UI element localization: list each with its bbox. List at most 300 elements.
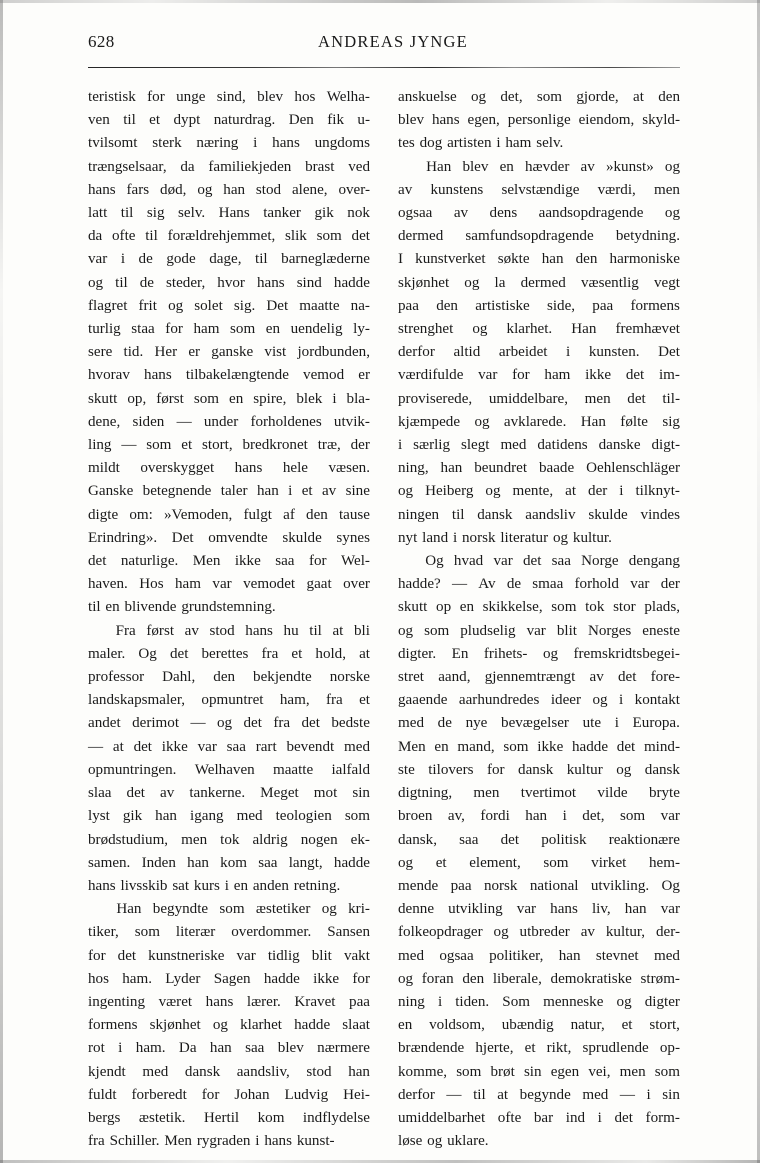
word: dansk (477, 506, 513, 523)
word: i (224, 877, 229, 894)
word: de (139, 274, 154, 291)
word: over (343, 576, 370, 593)
word: hadde (572, 738, 609, 755)
word: bedste (331, 715, 370, 732)
word: det (522, 553, 542, 570)
word: gik (122, 808, 143, 825)
word: tilbakelængtende (185, 367, 289, 384)
word: det (500, 831, 520, 848)
word: dansk, (398, 831, 437, 848)
word: tes (398, 135, 415, 152)
word: til- (662, 390, 680, 407)
text-line (398, 248, 680, 271)
text-line (88, 132, 370, 155)
word: ikke (313, 970, 340, 987)
text-line (398, 759, 680, 782)
word: et (359, 692, 370, 709)
word: indflydelse (302, 1109, 370, 1126)
word: sig (146, 205, 165, 222)
word: baade (538, 460, 575, 477)
text-line (88, 782, 370, 805)
word: ogsaa (398, 205, 433, 222)
word: med (582, 1086, 609, 1103)
word: pludselig (460, 622, 516, 639)
word: rart (255, 738, 277, 755)
word: som (219, 901, 245, 918)
word: forberedt (131, 1086, 187, 1103)
text-line (398, 596, 680, 619)
word: aandsliv, (236, 1063, 290, 1080)
text-line (398, 666, 680, 689)
word: Schiller. (109, 1133, 160, 1150)
word: at (565, 483, 577, 500)
word: en (499, 158, 514, 175)
word: dypt (173, 112, 201, 129)
word: plads, (644, 599, 680, 616)
word: strøm- (640, 970, 680, 987)
word: jordbunden, (297, 344, 370, 361)
word: Og (425, 553, 444, 570)
word: bredkronet (242, 437, 308, 454)
word: kultur, (605, 924, 646, 941)
word: i (332, 390, 337, 407)
word: Da (178, 1040, 197, 1057)
text-line (88, 388, 370, 411)
text-line (398, 1107, 680, 1130)
word: sin (352, 785, 370, 802)
word: men (619, 1063, 646, 1080)
word: sat (172, 877, 190, 894)
text-line (398, 736, 680, 759)
paragraph-indent (88, 898, 105, 921)
word: skjønhet (149, 1017, 201, 1034)
word: naturdrag. (213, 112, 276, 129)
word: og (616, 761, 632, 778)
word: æstetik. (138, 1109, 186, 1126)
word: været (158, 993, 193, 1010)
word: han (624, 901, 647, 918)
word: maatte (272, 761, 314, 778)
word: som (619, 808, 646, 825)
word: — (176, 413, 192, 430)
text-line (88, 1130, 370, 1153)
word: saa (459, 831, 479, 848)
text-line (398, 991, 680, 1014)
word: Men (164, 1133, 192, 1150)
word: Europa. (632, 715, 680, 732)
word: dansk (644, 761, 680, 778)
word: skutt (398, 599, 428, 616)
word: mente, (512, 483, 554, 500)
text-line (88, 504, 370, 527)
word: var (197, 738, 217, 755)
text-line (398, 689, 680, 712)
word: En (451, 645, 469, 662)
word: reaktionære (608, 831, 680, 848)
word: natur, (570, 1017, 605, 1034)
word: bevendt (286, 738, 335, 755)
word: stevnet (595, 947, 639, 964)
word: vist (264, 344, 287, 361)
word: gjorde, (576, 89, 619, 105)
word: slegt (460, 437, 490, 454)
word: det (133, 738, 153, 755)
word: og (398, 483, 414, 500)
word: aandsopdragende (538, 205, 644, 222)
word: og (616, 993, 632, 1010)
word: foran (421, 970, 454, 987)
word: hans (205, 993, 234, 1010)
word: ikke (234, 553, 261, 570)
word: turlig (88, 321, 121, 338)
paragraph (398, 156, 680, 550)
word: Hei- (343, 1086, 370, 1103)
paragraph-indent (398, 156, 415, 179)
word: dage, (209, 251, 242, 268)
word: begyndte (152, 901, 209, 918)
paragraph (398, 550, 680, 1153)
word: ideer (550, 692, 581, 709)
word: — (619, 1086, 635, 1103)
word: opmuntringen. (88, 761, 177, 778)
word: vegt (654, 274, 680, 291)
word: en (265, 321, 281, 338)
word: aldrig (252, 831, 288, 848)
word: skyld- (642, 112, 680, 129)
word: beundret (474, 460, 528, 477)
text-line (398, 156, 680, 179)
text-line (88, 852, 370, 875)
word: Og (138, 645, 157, 662)
word: og (398, 622, 414, 639)
word: Av (478, 576, 496, 593)
word: datidens (537, 437, 588, 454)
word: med (653, 947, 680, 964)
word: denne (398, 901, 435, 918)
word: i (566, 344, 571, 361)
word: opmuntret (201, 692, 264, 709)
word: han (155, 808, 177, 825)
word: bekjendte (253, 669, 312, 686)
word: form- (645, 1109, 680, 1126)
word: for (486, 761, 505, 778)
word: med (500, 437, 527, 454)
word: land (422, 529, 449, 546)
word: og (464, 274, 480, 291)
word: hele (282, 460, 308, 477)
word: »kunst» (605, 158, 654, 175)
word: utbreder (519, 924, 570, 941)
text-line (88, 573, 370, 596)
text-line (88, 921, 370, 944)
text-line (88, 736, 370, 759)
word: var (660, 808, 680, 825)
word: som (134, 924, 160, 941)
word: særlig (413, 437, 451, 454)
word: hadde (294, 1017, 331, 1034)
word: men (181, 831, 208, 848)
text-line (398, 411, 680, 434)
word: hadde (263, 970, 300, 987)
word: hu (283, 622, 299, 639)
word: begynde (519, 1086, 571, 1103)
word: Det (266, 297, 289, 314)
word: at (359, 645, 370, 662)
word: at (112, 738, 124, 755)
word: av (160, 785, 175, 802)
word: den (658, 89, 680, 105)
word: norsk (483, 877, 518, 894)
text-line (88, 527, 370, 550)
word: rikt, (546, 1040, 572, 1057)
word: ningen (398, 506, 440, 523)
word: et (524, 1040, 536, 1057)
word: ly- (353, 321, 370, 338)
word: stret (398, 669, 424, 686)
word: betydning. (615, 228, 680, 245)
word: tiker, (88, 924, 119, 941)
word: overdommer. (231, 924, 312, 941)
word: af (283, 506, 295, 523)
text-line (398, 132, 680, 155)
word: av (453, 205, 469, 222)
word: ganske (211, 344, 254, 361)
word: var (88, 251, 108, 268)
text-line (398, 1061, 680, 1084)
word: igang (190, 808, 224, 825)
word: ven (88, 112, 110, 129)
word: i (614, 715, 619, 732)
word: en (398, 1017, 413, 1034)
word: gjennemtrængt (484, 669, 576, 686)
word: han (558, 947, 581, 964)
word: vilde (597, 785, 628, 802)
word: professor (88, 669, 145, 686)
word: strenghet (398, 321, 454, 338)
word: kom (257, 1109, 285, 1126)
text-line (398, 643, 680, 666)
word: voldsom, (429, 1017, 485, 1034)
word: dog (419, 135, 443, 152)
word: — (121, 437, 137, 454)
word: derfor (398, 1086, 435, 1103)
word: digter (644, 993, 680, 1010)
word: hans (264, 1133, 292, 1150)
text-line (398, 295, 680, 318)
word: det (351, 228, 370, 245)
word: fordi (480, 808, 510, 825)
word: værdifulde (398, 367, 464, 384)
word: sine (345, 483, 370, 500)
word: liberale, (492, 970, 542, 987)
word: rot (88, 1040, 105, 1057)
paragraph (88, 620, 370, 898)
word: det (126, 785, 145, 802)
word: hos (294, 89, 316, 105)
text-line (398, 968, 680, 991)
word: var (516, 901, 537, 918)
word: kontakt (634, 692, 680, 709)
word: frit (138, 297, 157, 314)
word: først (156, 390, 184, 407)
word: egen (550, 1063, 580, 1080)
text-line (88, 318, 370, 341)
word: nærmere (317, 1040, 370, 1057)
text-line (398, 341, 680, 364)
word: brødstudium, (88, 831, 169, 848)
word: aarhundredes (458, 692, 540, 709)
word: siden (132, 413, 165, 430)
text-line (398, 852, 680, 875)
text-line (88, 457, 370, 480)
word: Norges (587, 622, 632, 639)
word: ved (348, 158, 370, 175)
text-line (88, 295, 370, 318)
text-line (88, 248, 370, 271)
text-line (398, 712, 680, 735)
word: men (653, 181, 680, 198)
word: overskygget (140, 460, 215, 477)
word: paa (450, 877, 472, 894)
word: søkte (497, 251, 530, 268)
word: stor (613, 599, 636, 616)
word: og (398, 970, 414, 987)
word: rygraden (196, 1133, 251, 1150)
word: national (529, 877, 579, 894)
page-content (88, 32, 680, 1153)
text-line (398, 179, 680, 202)
word: ste (398, 761, 415, 778)
word: at (332, 622, 344, 639)
word: skulde (282, 529, 322, 546)
word: død, (160, 181, 187, 198)
word: hvor (217, 274, 245, 291)
word: sin (523, 1063, 542, 1080)
word: saa (245, 1040, 265, 1057)
word: til (309, 622, 322, 639)
word: han (348, 1063, 370, 1080)
word: sind (296, 274, 322, 291)
word: over- (338, 181, 370, 198)
word: hjerte, (475, 1040, 514, 1057)
word: ind (565, 1109, 586, 1126)
word: lærer. (246, 993, 281, 1010)
word: altid (453, 344, 481, 361)
word: av (589, 669, 604, 686)
word: tvilsomt (88, 135, 138, 152)
text-line (88, 829, 370, 852)
word: brøt (490, 1063, 515, 1080)
word: og (168, 297, 184, 314)
word: im- (658, 367, 680, 384)
word: kjæmpede (398, 413, 461, 430)
word: frihets- (483, 645, 528, 662)
word: dansk (518, 761, 554, 778)
word: og (664, 158, 680, 175)
word: Han (426, 158, 452, 175)
word: ning (398, 993, 425, 1010)
word: blev (257, 89, 284, 105)
word: til (473, 1086, 486, 1103)
text-line (398, 1084, 680, 1107)
word: steder, (166, 274, 206, 291)
word: værdi, (597, 181, 636, 198)
word: ute (582, 715, 602, 732)
text-line (398, 573, 680, 596)
word: tilovers (428, 761, 474, 778)
word: aandsliv (525, 506, 576, 523)
word: med (142, 1063, 169, 1080)
word: Welha- (326, 89, 370, 105)
text-line (398, 898, 680, 921)
word: flagret (88, 297, 128, 314)
word: sig. (233, 297, 256, 314)
word: i (619, 692, 624, 709)
word: livsskib (120, 877, 168, 894)
word: fra (261, 645, 279, 662)
word: kultur (566, 761, 603, 778)
word: tiden. (455, 993, 490, 1010)
paragraph (398, 86, 680, 156)
word: ikke (161, 738, 188, 755)
word: Som (502, 993, 530, 1010)
paragraph-indent (88, 620, 105, 643)
word: skutt (88, 390, 118, 407)
word: nok (347, 205, 370, 222)
word: demokratiske (550, 970, 632, 987)
word: Her (154, 344, 178, 361)
running-head (88, 32, 680, 62)
word: der (350, 437, 370, 454)
word: Sansen (327, 924, 370, 941)
word: Norge (581, 553, 619, 570)
text-line (398, 364, 680, 387)
word: sterk (152, 135, 182, 152)
word: var (660, 901, 680, 918)
word: av (580, 924, 595, 941)
text-line (398, 921, 680, 944)
word: Kravet (294, 993, 336, 1010)
word: der- (655, 924, 680, 941)
word: anskuelse (398, 89, 457, 105)
word: maler. (88, 645, 126, 662)
word: u- (357, 112, 370, 129)
word: den (306, 506, 328, 523)
text-line (88, 991, 370, 1014)
word: der (588, 483, 608, 500)
word: op, (127, 390, 147, 407)
word: fars (126, 181, 150, 198)
word: maatte (299, 297, 340, 314)
word: — (190, 715, 206, 732)
word: personlige (507, 112, 571, 129)
word: vakt (343, 947, 370, 964)
word: skikkelse, (482, 599, 543, 616)
word: den (213, 669, 236, 686)
word: umiddelbare, (488, 390, 569, 407)
word: digt- (651, 437, 680, 454)
word: av (398, 181, 413, 198)
word: at (497, 1086, 509, 1103)
word: dens (489, 205, 518, 222)
text-line (88, 550, 370, 573)
word: stort, (649, 1017, 680, 1034)
word: og (552, 529, 569, 546)
word: Han (116, 901, 142, 918)
word: formens (88, 1017, 138, 1034)
text-line (398, 875, 680, 898)
text-line (398, 550, 680, 573)
